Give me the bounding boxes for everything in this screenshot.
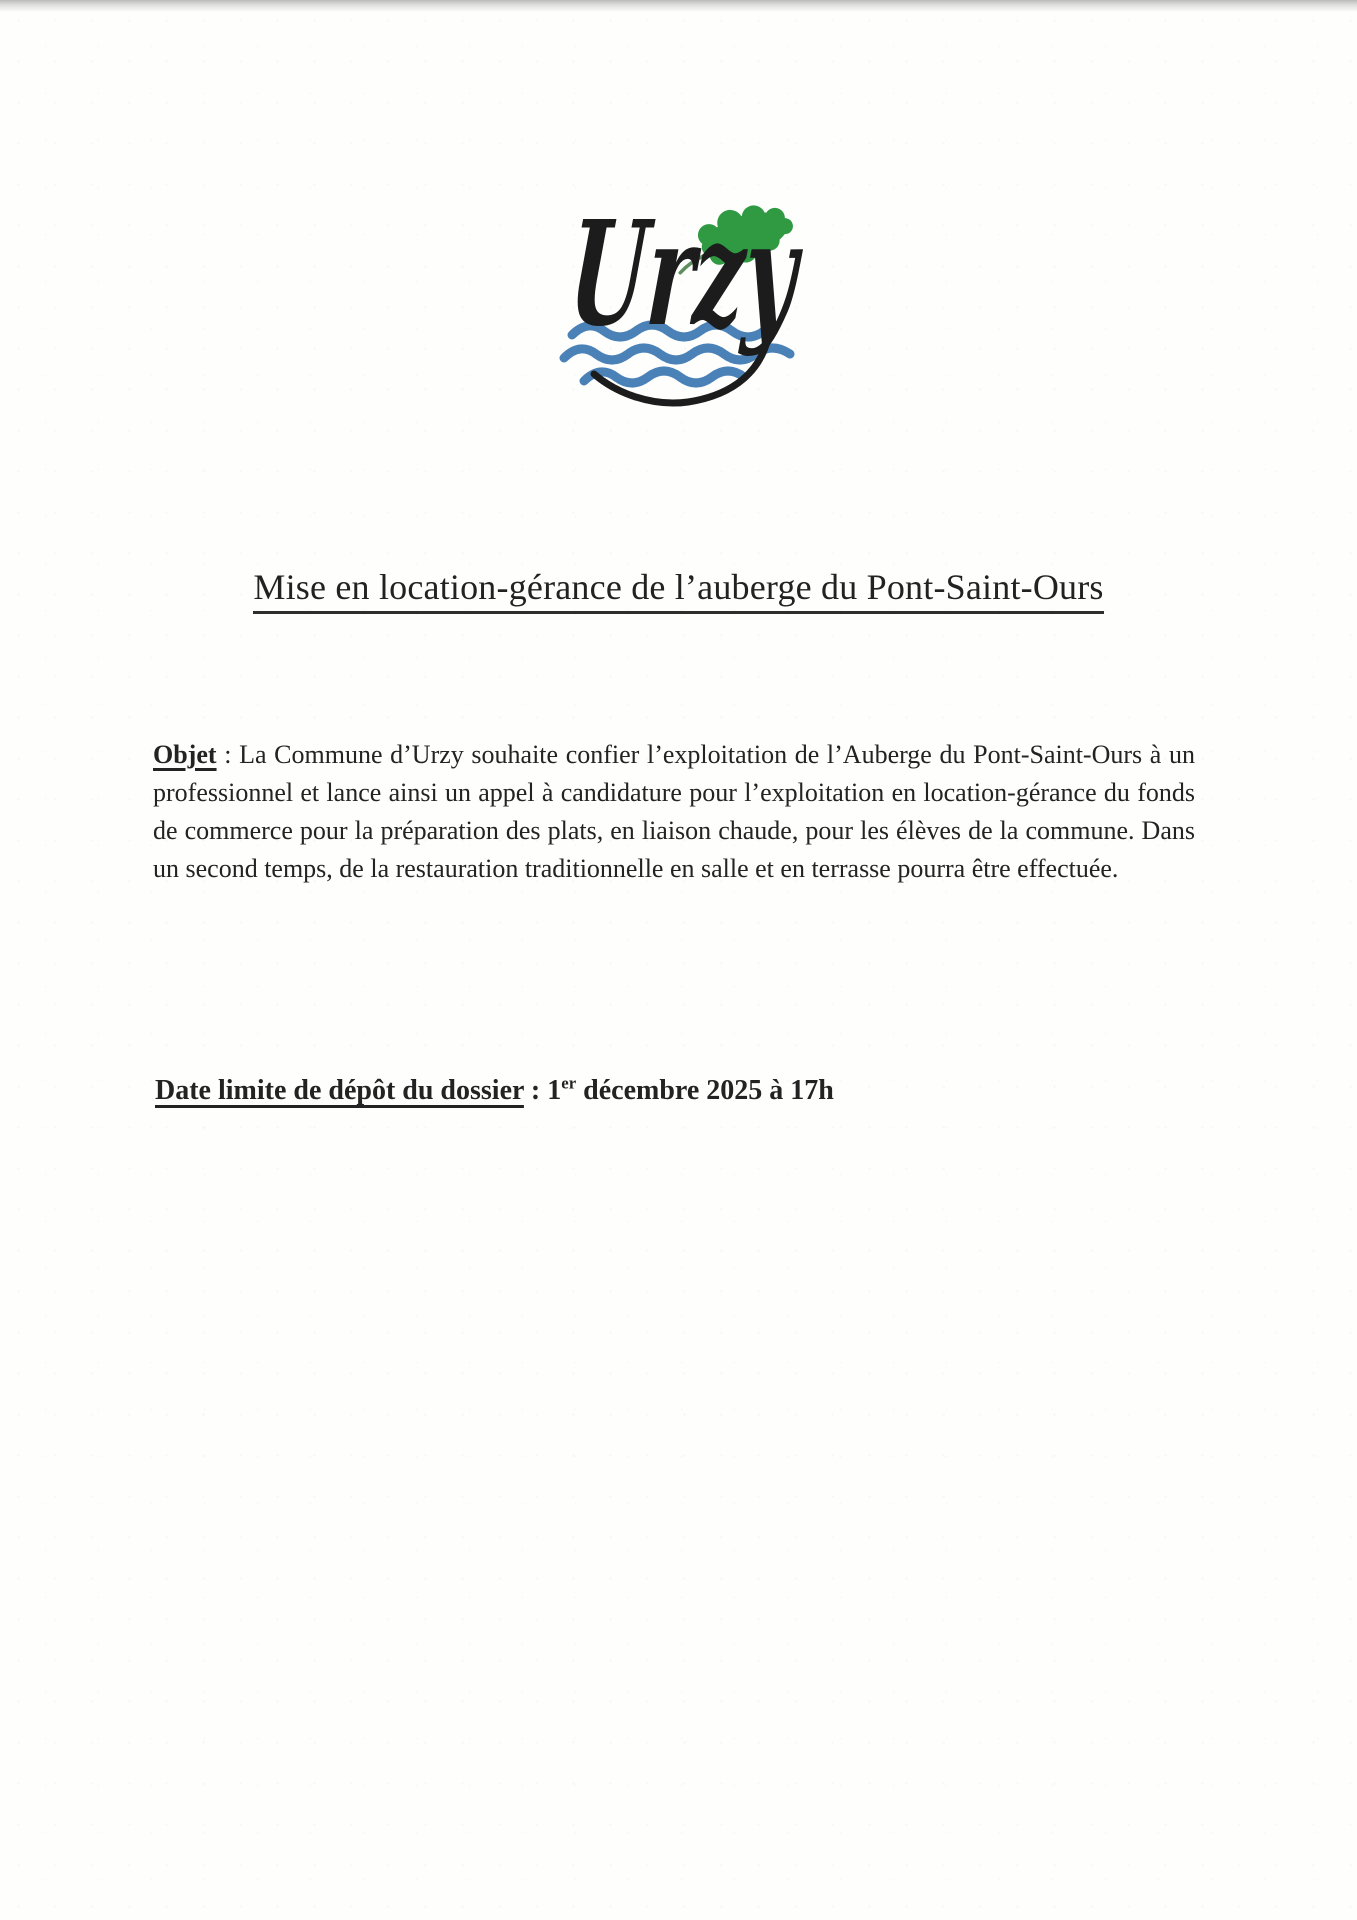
urzy-commune-logo	[558, 172, 860, 424]
deadline-line	[155, 1072, 1255, 1110]
document-title	[0, 566, 1357, 608]
deadline-separator: :	[523, 1075, 548, 1106]
scan-edge-shadow	[0, 0, 1357, 12]
deadline-day: 1	[547, 1075, 562, 1106]
deadline-ordinal: er	[561, 1073, 577, 1093]
logo-text: Urzy	[564, 190, 802, 359]
deadline-label: Date limite de dépôt du dossier	[155, 1075, 524, 1106]
document-title-text: Mise en location-gérance de l’auberge du Pont-Saint-Ours	[253, 567, 1103, 614]
objet-label: Objet	[153, 740, 217, 769]
objet-separator: :	[216, 740, 240, 769]
objet-body-text: La Commune d’Urzy souhaite confier l’exploitation de l’Auberge du Pont-Saint-Ours à un professionnel et lance ainsi un appel à candidature pour l’exploitation en location-gérance du fonds de commerce pour la préparation des plats, en liaison chaude, pour les élèves de la commune. Dans un second temps, de la restauration traditionnelle en salle et en terrasse pourra être effectuée.	[153, 740, 1195, 883]
objet-paragraph	[153, 736, 1195, 888]
deadline-rest: décembre 2025 à 17h	[576, 1075, 834, 1106]
